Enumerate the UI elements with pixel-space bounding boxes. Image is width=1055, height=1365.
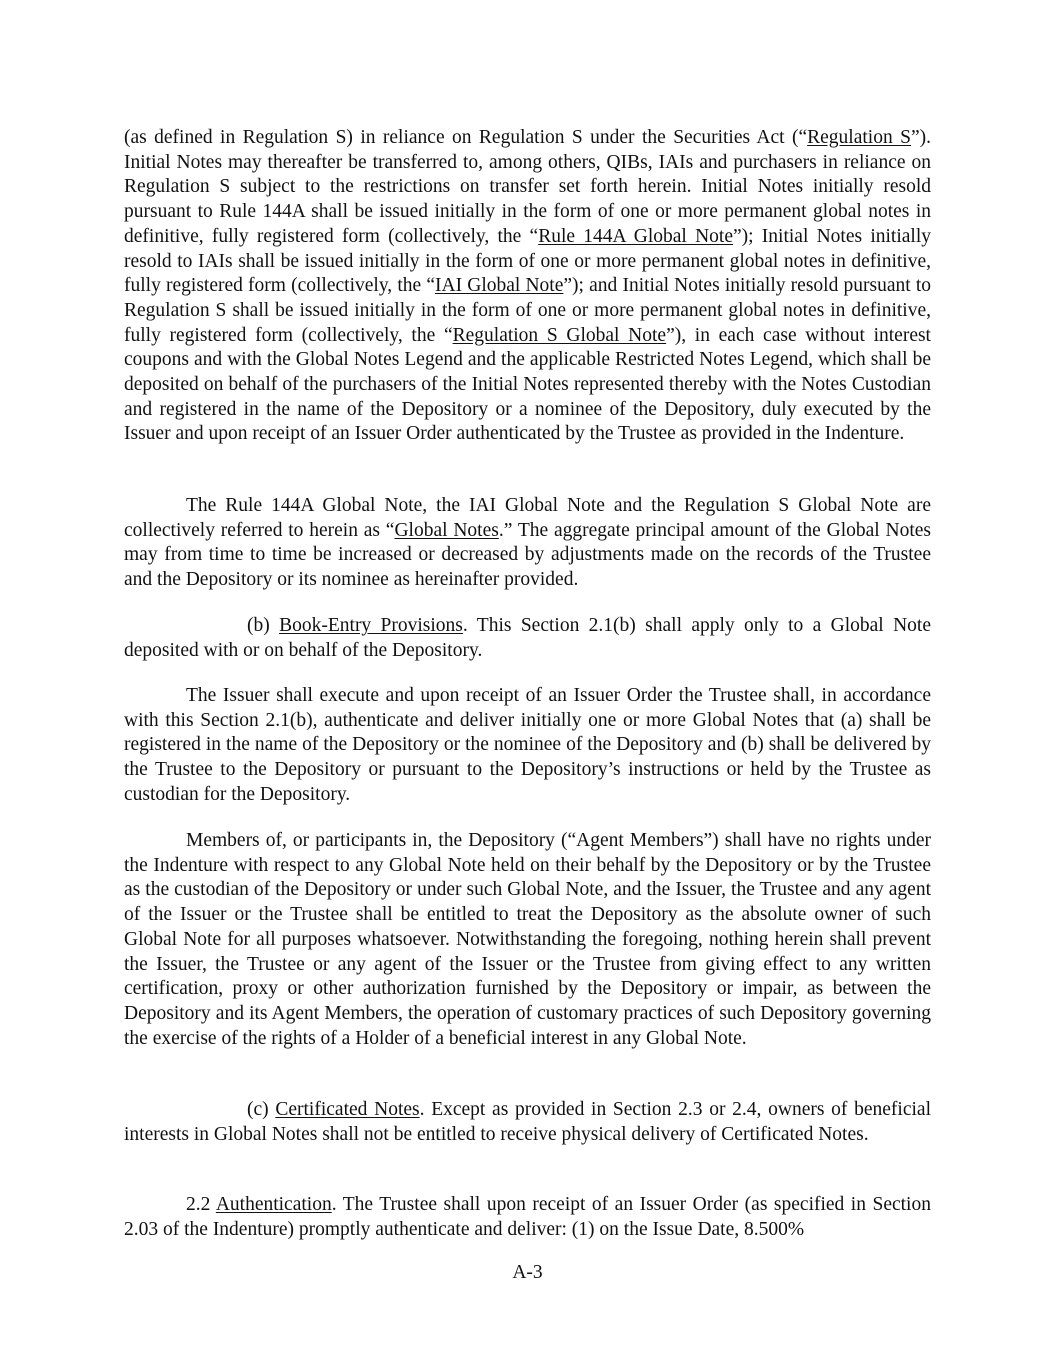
paragraph-agent-members: Members of, or participants in, the Depository (“Agent Members”) shall have no rights under the Indenture with respect to any Global Note held on their behalf by the Depository or by the Trustee as the custodian of the Depository or under such Global Note, and the Issuer, the Trustee and any agent of the Issuer or the Trustee shall be entitled to treat the Depository as the absolute owner of such Global Note for all purposes whatsoever. Notwithstanding the foregoing, nothing herein shall prevent the Issuer, the Trustee or any agent of the Issuer or the Trustee from giving effect to any written certification, proxy or other authorization furnished by the Depository or impair, as between the Depository and its Agent Members, the operation of customary practices of such Depository governing the exercise of the rights of a Holder of a beneficial interest in any Global Note. [124,830,931,1049]
paragraph-certificated-notes [124,1098,931,1147]
text-run: ”); and Initial Notes initially resold pursuant to Regulation S shall be issued initially in the form of one or more permanent global notes in definitive, fully registered form (collectively, the “ [124,275,931,346]
paragraph-issuer-execution: The Issuer shall execute and upon receipt of an Issuer Order the Trustee shall, in accordance with this Section 2.1(b), authenticate and deliver initially one or more Global Notes that (a) shall be registered in the name of the Depository or the nominee of the Depository and (b) shall be delivered by the Trustee to the Depository or pursuant to the Depository’s instructions or held by the Trustee as custodian for the Depository. [124,685,931,805]
text-run: .” The aggregate principal amount of the Global Notes may from time to time be increased or decreased by adjustments made on the records of the Trustee and the Depository or its nominee as hereinafter provided. [124,519,931,591]
defined-term-iai-global-note: IAI Global Note [435,275,564,297]
paragraph-authentication [124,1193,931,1242]
defined-term-regulation-s: Regulation S [807,127,911,148]
defined-term-rule-144a-global-note: Rule 144A Global Note [538,225,733,247]
section-heading-certificated-notes: Certificated Notes [275,1099,420,1120]
paragraph-global-notes-definition [124,494,931,593]
section-heading-authentication: Authentication [215,1194,332,1215]
text-run: (as defined in Regulation S) in reliance on Regulation S under the Securities Act (“ [124,127,808,148]
text-run: . This Section 2.1(b) shall apply only to a Global Note deposited with or on behalf of the Depository. [124,615,931,661]
text-run: ”), in each case without interest coupons and with the Global Notes Legend and the applicable Restricted Notes Legend, which shall be deposited on behalf of the purchasers of the Initial Notes represented thereby with the Notes Custodian and registered in the name of the Depository or a nominee of the Depository, duly executed by the Issuer and upon receipt of an Issuer Order authenticated by the Trustee as provided in the Indenture. [124,324,931,445]
text-run: . The Trustee shall upon receipt of an Issuer Order (as specified in Section 2.03 of the Indenture) promptly authenticate and deliver: (1) on the Issue Date, 8.500% [124,1194,931,1240]
text-run: ”); Initial Notes initially resold to IAIs shall be issued initially in the form of one or more permanent global notes in definitive, fully registered form (collectively, the “ [124,225,931,297]
text-run: ”). Initial Notes may thereafter be transferred to, among others, QIBs, IAIs and purchasers in reliance on Regulation S subject to the restrictions on transfer set forth herein. Initial Notes initially resold pursuant to Rule 144A shall be issued initially in the form of one or more permanent global notes in definitive, fully registered form (collectively, the “ [124,127,931,247]
defined-term-regulation-s-global-note: Regulation S Global Note [452,324,667,346]
text-run: (b) [247,615,280,636]
paragraph-book-entry-provisions [124,614,931,663]
text-run: 2.2 [186,1194,216,1215]
defined-term-global-notes: Global Notes [394,519,499,541]
paragraph-global-notes-forms [124,126,931,447]
text-run: (c) [247,1099,276,1120]
text-run: The Rule 144A Global Note, the IAI Global Note and the Regulation S Global Note are collectively referred to herein as “ [124,495,931,541]
page-number: A-3 [512,1262,543,1283]
text-run: . Except as provided in Section 2.3 or 2.4, owners of beneficial interests in Global Notes shall not be entitled to receive physical delivery of Certificated Notes. [124,1099,931,1145]
section-heading-book-entry-provisions: Book-Entry Provisions [279,615,463,636]
